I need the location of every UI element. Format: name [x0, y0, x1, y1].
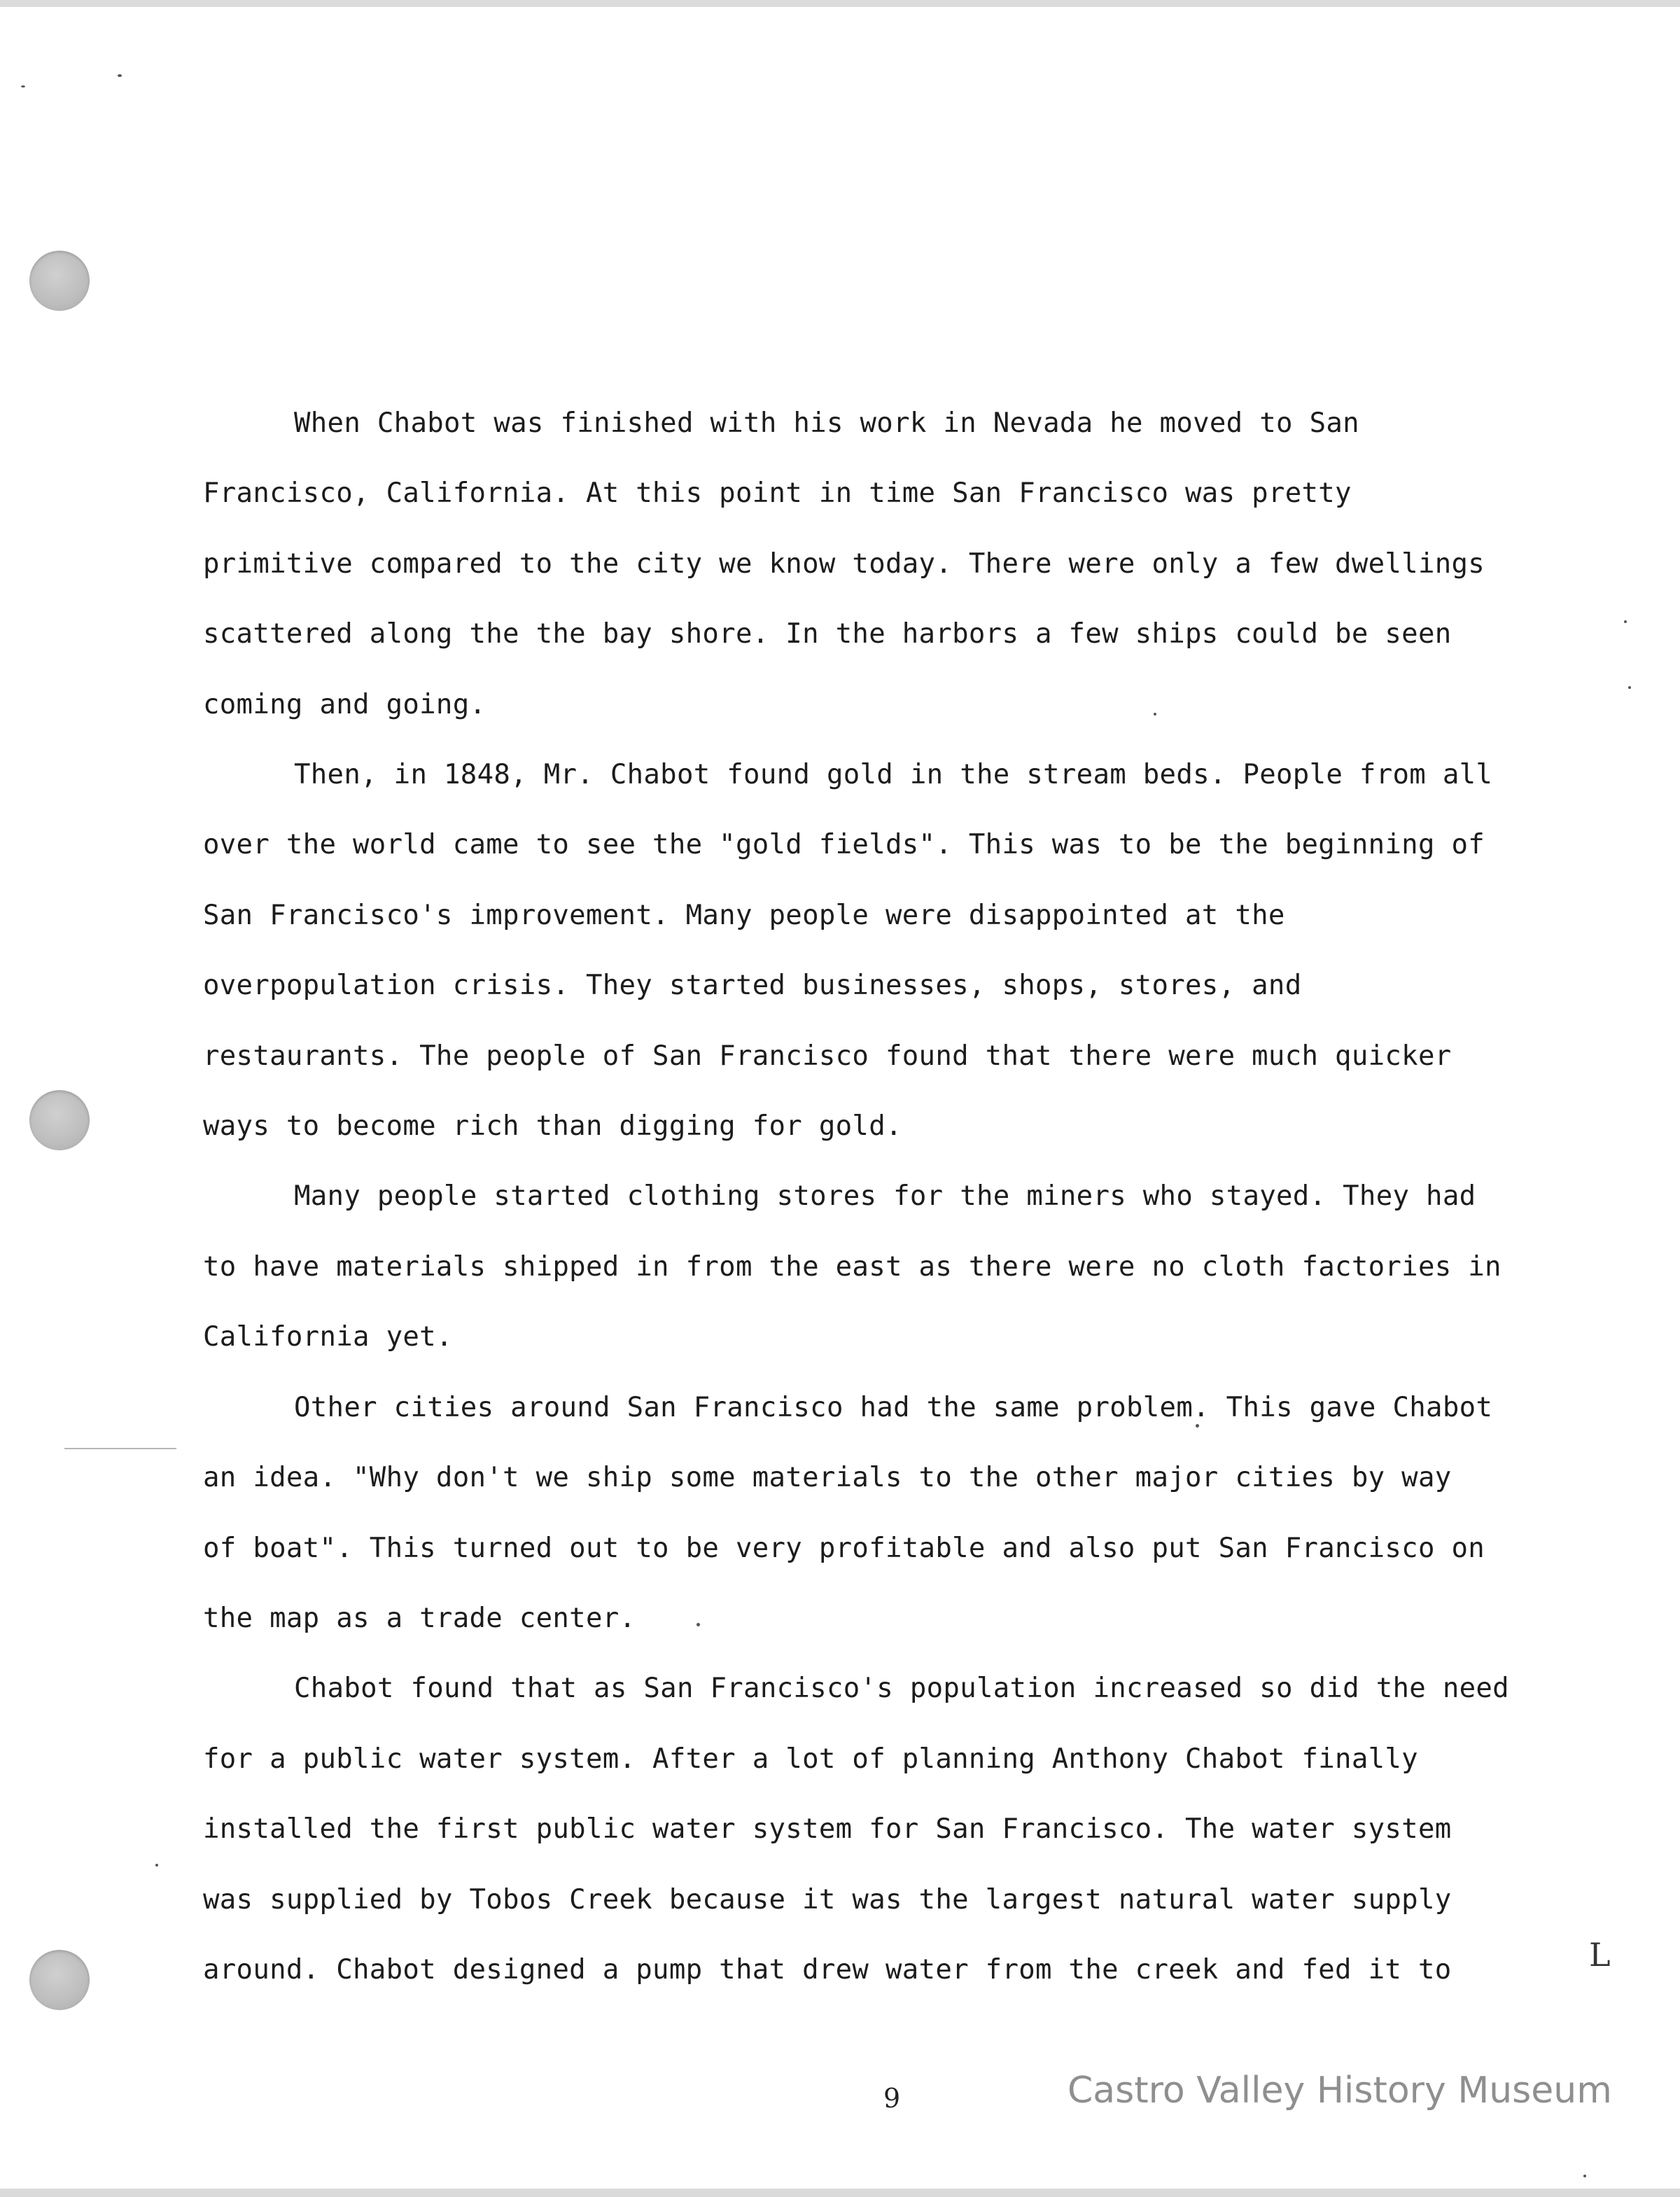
museum-watermark: Castro Valley History Museum: [1068, 2070, 1612, 2112]
paragraph-4: Other cities around San Francisco had the same problem. This gave Chabot an idea. "Why don't we ship some materials to the other major cities by way of boat". This turned out to be very profitable and also put San Francisco on the map as a trade center.: [203, 1391, 1493, 1634]
margin-handwriting-mark: L: [1589, 1936, 1611, 1974]
punch-hole-top: [29, 251, 90, 311]
scan-artifact-line: [64, 1448, 176, 1449]
scan-speck: [155, 1864, 158, 1867]
punch-hole-bottom: [29, 1950, 90, 2010]
paragraph-2: Then, in 1848, Mr. Chabot found gold in the stream beds. People from all over the world came to see the "gold fields". This was to be the beginning of San Francisco's improvement. Many people were disappointed at the overpopulation crisis. They started businesses, shops, stores, and restaurants. The people of San Francisco found that there were much quicker ways to become rich than digging for gold.: [203, 759, 1493, 1143]
page-number: 9: [883, 2083, 901, 2114]
punch-hole-middle: [29, 1090, 90, 1150]
scan-bottom-edge: [0, 2189, 1680, 2197]
scan-top-edge: [0, 0, 1680, 7]
scan-speck: [1583, 2175, 1586, 2177]
paragraph-1: When Chabot was finished with his work in Nevada he moved to San Francisco, California. At this point in time San Francisco was pretty primitive compared to the city we know today. There were only a few dwellings scattered along the the bay shore. In the harbors a few ships could be seen coming and going.: [203, 407, 1485, 720]
body-text: [203, 389, 1631, 2005]
scan-speck: [21, 85, 25, 88]
paragraph-3: Many people started clothing stores for the miners who stayed. They had to have materials shipped in from the east as there were no cloth factories in California yet.: [203, 1180, 1502, 1353]
document-page: [0, 7, 1680, 2189]
paragraph-5: Chabot found that as San Francisco's population increased so did the need for a public water system. After a lot of planning Anthony Chabot finally installed the first public water system for San Francisco. The water system was supplied by Tobos Creek because it was the largest natural water supply around. Chabot designed a pump that drew water from the creek and fed it to: [203, 1673, 1509, 1986]
scan-speck: [118, 74, 122, 77]
